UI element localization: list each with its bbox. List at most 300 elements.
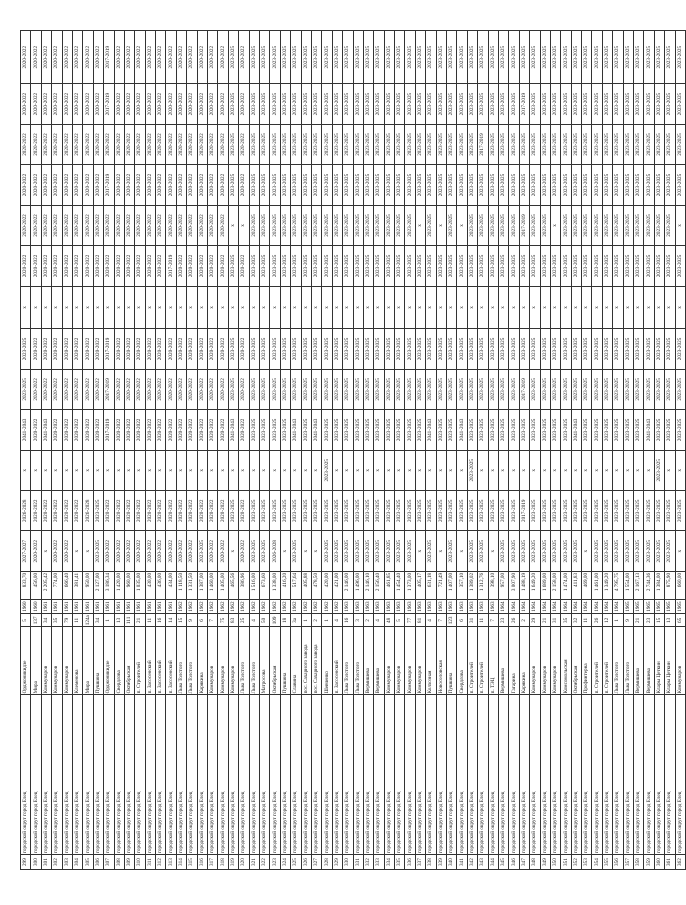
repair-period-cell: 2023-2025 (301, 31, 311, 84)
house-number-cell: 7 (436, 614, 446, 627)
repair-period-cell: 2020-2022 (239, 531, 249, 571)
repair-period-cell: 2020-2022 (187, 124, 197, 164)
house-number-cell: 9 (187, 614, 197, 627)
build-year-cell: 1961 (114, 599, 124, 614)
table-row (550, 31, 560, 870)
street-cell: Коммунаров (208, 627, 218, 695)
repair-period-cell: x (509, 450, 519, 490)
repair-period-cell: 2020-2022 (218, 491, 228, 531)
repair-period-cell: 2017-2019 (104, 31, 114, 84)
repair-period-cell: 2023-2025 (374, 329, 384, 369)
repair-period-cell: x (93, 286, 103, 329)
repair-period-cell: x (291, 450, 301, 490)
municipality-cell: городской округ город Елец (291, 695, 301, 855)
repair-period-cell: 2023-2025 (654, 531, 664, 571)
area-cell: 2 205,42 (41, 571, 51, 599)
repair-period-cell: x (187, 450, 197, 490)
repair-period-cell: 2023-2025 (571, 329, 581, 369)
repair-period-cell: 2020-2022 (21, 246, 31, 286)
street-cell: Вермишева (634, 627, 644, 695)
house-number-cell: 65 (675, 614, 685, 627)
house-number-cell: 137 (31, 614, 41, 627)
repair-period-cell: 2020-2022 (72, 124, 82, 164)
house-number-cell: 3 (353, 614, 363, 627)
repair-period-cell: 2023-2025 (592, 84, 602, 124)
row-number: 315 (187, 855, 197, 870)
repair-period-cell: x (104, 286, 114, 329)
table-row (582, 31, 592, 870)
repair-period-cell: 2023-2025 (488, 205, 498, 245)
repair-period-cell: 2023-2025 (93, 491, 103, 531)
municipality-cell: городской округ город Елец (384, 695, 394, 855)
repair-period-cell: 2023-2025 (415, 410, 425, 450)
repair-period-cell: 2020-2022 (62, 491, 72, 531)
table-row (353, 31, 363, 870)
house-number-cell: 6 (457, 614, 467, 627)
repair-period-cell: 2020-2022 (208, 205, 218, 245)
repair-period-cell: 2023-2025 (675, 491, 685, 531)
row-number: 335 (395, 855, 405, 870)
repair-period-cell: x (405, 450, 415, 490)
repair-period-cell: 2023-2025 (311, 124, 321, 164)
repair-period-cell: x (363, 450, 373, 490)
repair-period-cell: 2023-2025 (363, 369, 373, 409)
repair-period-cell: 2023-2025 (509, 165, 519, 205)
area-cell: 3 007,90 (509, 571, 519, 599)
repair-period-cell: 2023-2025 (93, 531, 103, 571)
repair-period-cell: 2020-2022 (135, 246, 145, 286)
repair-period-cell: 2023-2025 (540, 84, 550, 124)
repair-period-cell: 2020-2022 (124, 410, 134, 450)
repair-period-cell: 2020-2022 (239, 329, 249, 369)
row-number: 336 (405, 855, 415, 870)
repair-period-cell: x (197, 450, 207, 490)
area-cell: 2 127,00 (93, 571, 103, 599)
street-cell: Профинтерна (582, 627, 592, 695)
repair-period-cell: 2023-2025 (478, 369, 488, 409)
repair-period-cell: x (447, 286, 457, 329)
repair-period-cell: 2023-2025 (291, 246, 301, 286)
repair-period-cell: x (582, 450, 592, 490)
row-number: 347 (519, 855, 529, 870)
repair-period-cell: 2023-2025 (675, 124, 685, 164)
repair-period-cell: 2023-2025 (665, 531, 675, 571)
repair-period-cell: x (135, 450, 145, 490)
row-number: 349 (540, 855, 550, 870)
repair-period-cell: 2023-2025 (498, 124, 508, 164)
repair-period-cell: 2023-2025 (623, 531, 633, 571)
repair-period-cell: 2023-2025 (644, 246, 654, 286)
repair-period-cell: x (623, 286, 633, 329)
repair-period-cell: 2020-2022 (166, 491, 176, 531)
house-number-cell: 35 (561, 614, 571, 627)
repair-period-cell: 2023-2025 (259, 124, 269, 164)
repair-period-cell: 2020-2022 (72, 369, 82, 409)
repair-period-cell: 2023-2025 (654, 246, 664, 286)
repair-period-cell: 2020-2022 (31, 124, 41, 164)
repair-period-cell: 2020-2022 (31, 329, 41, 369)
repair-period-cell: 2017-2019 (519, 205, 529, 245)
repair-period-cell: 2023-2025 (280, 31, 290, 84)
repair-period-cell: 2020-2022 (145, 329, 155, 369)
repair-period-cell: 2020-2022 (31, 165, 41, 205)
repair-period-cell: 2020-2022 (124, 165, 134, 205)
municipality-cell: городской округ город Елец (623, 695, 633, 855)
repair-period-cell: 2020-2022 (52, 165, 62, 205)
repair-period-cell: 2020-2022 (31, 246, 41, 286)
repair-period-cell: x (436, 450, 446, 490)
repair-period-cell: x (156, 286, 166, 329)
row-number: 313 (166, 855, 176, 870)
repair-period-cell: 2023-2025 (436, 124, 446, 164)
build-year-cell: 1965 (665, 599, 675, 614)
repair-period-cell: 2023-2025 (498, 246, 508, 286)
build-year-cell: 1964 (550, 599, 560, 614)
repair-period-cell: 2023-2025 (311, 246, 321, 286)
repair-period-cell: 2023-2025 (363, 31, 373, 84)
street-cell: Свердлова (114, 627, 124, 695)
house-number-cell: 31 (550, 614, 560, 627)
repair-period-cell: 2023-2025 (654, 31, 664, 84)
repair-period-cell: 2020-2022 (83, 369, 93, 409)
area-cell: 421,00 (332, 571, 342, 599)
repair-period-cell: 2023-2025 (291, 491, 301, 531)
repair-period-cell: x (675, 531, 685, 571)
street-cell: Клары Цеткин (665, 627, 675, 695)
table-row (426, 31, 436, 870)
house-number-cell: 79 (62, 614, 72, 627)
house-number-cell: 11 (72, 614, 82, 627)
build-year-cell: 1962 (228, 599, 238, 614)
repair-period-cell: 2023-2025 (478, 165, 488, 205)
municipality-cell: городской округ город Елец (634, 695, 644, 855)
municipality-cell: городской округ город Елец (114, 695, 124, 855)
repair-period-cell: 2023-2025 (259, 205, 269, 245)
repair-period-cell: 2023-2025 (602, 329, 612, 369)
repair-period-cell: 2023-2025 (311, 165, 321, 205)
repair-period-cell: 2023-2025 (571, 205, 581, 245)
row-number: 316 (197, 855, 207, 870)
municipality-cell: городской округ город Елец (426, 695, 436, 855)
repair-period-cell: 2020-2022 (135, 205, 145, 245)
repair-period-cell: 2023-2025 (343, 246, 353, 286)
municipality-cell: городской округ город Елец (509, 695, 519, 855)
table-row (31, 31, 41, 870)
area-cell: 381,41 (72, 571, 82, 599)
repair-period-cell: x (384, 286, 394, 329)
repair-period-cell: 2020-2022 (145, 369, 155, 409)
build-year-cell: 1962 (270, 599, 280, 614)
house-number-cell: 18 (280, 614, 290, 627)
repair-period-cell: 2020-2022 (218, 246, 228, 286)
repair-period-cell: 2041-2043 (291, 410, 301, 450)
build-year-cell: 1965 (623, 599, 633, 614)
street-cell: пос. Сахарного завода (301, 627, 311, 695)
repair-period-cell: 2023-2025 (561, 410, 571, 450)
repair-period-cell: 2017-2019 (166, 246, 176, 286)
repair-period-cell: x (488, 531, 498, 571)
repair-period-cell: 2041-2043 (571, 410, 581, 450)
repair-period-cell: 2023-2025 (21, 329, 31, 369)
build-year-cell: 1963 (457, 599, 467, 614)
house-number-cell: 21 (540, 614, 550, 627)
repair-period-cell: x (228, 205, 238, 245)
table-row (530, 31, 540, 870)
repair-period-cell: 2017-2019 (519, 369, 529, 409)
repair-period-cell: 2023-2025 (540, 329, 550, 369)
house-number-cell: 48 (384, 614, 394, 627)
area-cell: 398,10 (488, 571, 498, 599)
row-number: 341 (457, 855, 467, 870)
street-cell: Пушкина (280, 627, 290, 695)
repair-period-cell: 2023-2025 (675, 410, 685, 450)
repair-period-cell: 2020-2022 (114, 329, 124, 369)
repair-period-cell: 2020-2022 (208, 369, 218, 409)
repair-period-cell: 2023-2025 (447, 410, 457, 450)
repair-period-cell: 2023-2025 (602, 205, 612, 245)
repair-period-cell: 2026-2028 (83, 491, 93, 531)
repair-period-cell: 2023-2025 (498, 410, 508, 450)
repair-period-cell: 2023-2025 (561, 246, 571, 286)
repair-period-cell: 2023-2025 (550, 84, 560, 124)
repair-period-cell: x (509, 286, 519, 329)
repair-period-cell: 2023-2025 (301, 491, 311, 531)
repair-period-cell: 2023-2025 (488, 124, 498, 164)
repair-period-cell: 2020-2022 (31, 531, 41, 571)
area-cell: 434,00 (166, 571, 176, 599)
repair-period-cell: x (208, 450, 218, 490)
repair-period-cell: x (665, 286, 675, 329)
repair-period-cell: 2020-2022 (93, 329, 103, 369)
repair-period-cell: x (415, 286, 425, 329)
repair-period-cell: 2023-2025 (571, 165, 581, 205)
municipality-cell: городской округ город Елец (280, 695, 290, 855)
repair-period-cell: 2023-2025 (550, 369, 560, 409)
repair-period-cell: 2023-2025 (280, 246, 290, 286)
repair-period-cell: 2023-2025 (405, 531, 415, 571)
house-number-cell: 21 (135, 614, 145, 627)
repair-period-cell: 2023-2025 (478, 531, 488, 571)
repair-period-cell: 2020-2022 (52, 329, 62, 369)
table-row (571, 31, 581, 870)
repair-period-cell: 2020-2022 (72, 246, 82, 286)
repair-period-cell: 2023-2025 (332, 84, 342, 124)
repair-period-cell: 2020-2022 (218, 329, 228, 369)
row-number: 332 (363, 855, 373, 870)
repair-period-cell: 2023-2025 (384, 329, 394, 369)
repair-period-cell: 2023-2025 (509, 491, 519, 531)
build-year-cell: 1960 (31, 599, 41, 614)
repair-period-cell: 2023-2025 (582, 491, 592, 531)
repair-period-cell: 2020-2022 (41, 165, 51, 205)
repair-period-cell: 2023-2025 (582, 84, 592, 124)
repair-period-cell: 2020-2022 (124, 329, 134, 369)
repair-period-cell: 2023-2025 (301, 205, 311, 245)
table-row (488, 31, 498, 870)
repair-period-cell: 2020-2022 (176, 246, 186, 286)
repair-period-cell: 2023-2025 (259, 84, 269, 124)
repair-period-cell: 2023-2025 (623, 410, 633, 450)
house-number-cell: 26 (592, 614, 602, 627)
area-cell: 957,00 (498, 571, 508, 599)
area-cell: 875,90 (665, 571, 675, 599)
house-number-cell: 11 (145, 614, 155, 627)
municipality-cell: городской округ город Елец (72, 695, 82, 855)
repair-period-cell: x (208, 286, 218, 329)
house-number-cell: 13 (665, 614, 675, 627)
build-year-cell: 1964 (582, 599, 592, 614)
repair-period-cell: 2023-2025 (654, 165, 664, 205)
house-number-cell: 75 (218, 614, 228, 627)
repair-period-cell: 2023-2025 (665, 369, 675, 409)
municipality-cell: городской округ город Елец (582, 695, 592, 855)
row-number: 342 (467, 855, 477, 870)
repair-period-cell: 2023-2025 (634, 84, 644, 124)
row-number: 362 (675, 855, 685, 870)
repair-period-cell: 2023-2025 (644, 491, 654, 531)
repair-period-cell: 2023-2025 (530, 205, 540, 245)
repair-period-cell: 2023-2025 (343, 124, 353, 164)
repair-period-cell: 2023-2025 (530, 84, 540, 124)
table-row (654, 31, 664, 870)
repair-period-cell: 2017-2019 (104, 165, 114, 205)
build-year-cell: 1962 (249, 599, 259, 614)
repair-period-cell: 2020-2022 (208, 410, 218, 450)
repair-period-cell: 2023-2025 (270, 205, 280, 245)
repair-period-cell: 2023-2025 (280, 205, 290, 245)
repair-period-cell: 2023-2025 (249, 124, 259, 164)
repair-period-cell: x (634, 286, 644, 329)
street-cell: п. Строителей (478, 627, 488, 695)
repair-period-cell: 2023-2025 (343, 491, 353, 531)
repair-period-cell: 2020-2022 (62, 165, 72, 205)
build-year-cell: 1963 (384, 599, 394, 614)
repair-period-cell: 2023-2025 (602, 246, 612, 286)
build-year-cell: 1963 (488, 599, 498, 614)
repair-period-cell: x (592, 286, 602, 329)
repair-period-cell: 2023-2025 (613, 491, 623, 531)
table-row (374, 31, 384, 870)
repair-period-cell: 2023-2025 (592, 531, 602, 571)
repair-period-cell: x (31, 450, 41, 490)
repair-period-cell: 2023-2025 (353, 124, 363, 164)
area-cell: 2 158,00 (550, 571, 560, 599)
repair-period-cell: 2023-2025 (353, 329, 363, 369)
repair-period-cell: 2023-2025 (249, 165, 259, 205)
repair-period-cell: 2023-2025 (530, 124, 540, 164)
repair-period-cell: 2023-2025 (561, 31, 571, 84)
repair-period-cell: 2023-2025 (623, 84, 633, 124)
repair-period-cell: 2041-2043 (644, 410, 654, 450)
repair-period-cell: 2020-2022 (239, 31, 249, 84)
street-cell: Колхозная (426, 627, 436, 695)
repair-period-cell: 2023-2025 (550, 491, 560, 531)
repair-period-cell: 2023-2025 (291, 531, 301, 571)
repair-period-cell: 2023-2025 (249, 369, 259, 409)
repair-period-cell: 2023-2025 (498, 84, 508, 124)
area-cell: 2 146,10 (363, 571, 373, 599)
repair-period-cell: 2020-2022 (218, 31, 228, 84)
repair-period-cell: 2023-2025 (623, 329, 633, 369)
repair-period-cell: 2023-2025 (405, 491, 415, 531)
repair-period-cell: 2023-2025 (395, 246, 405, 286)
repair-period-cell: 2023-2025 (623, 369, 633, 409)
build-year-cell: 1963 (415, 599, 425, 614)
repair-period-cell: 2023-2025 (374, 124, 384, 164)
municipality-cell: городской округ город Елец (602, 695, 612, 855)
repair-period-cell: 2023-2025 (644, 369, 654, 409)
municipality-cell: городской округ город Елец (488, 695, 498, 855)
repair-period-cell: 2023-2025 (332, 246, 342, 286)
repair-period-cell: 2020-2022 (197, 31, 207, 84)
area-cell: 1 689,00 (540, 571, 550, 599)
repair-period-cell: 2023-2025 (311, 369, 321, 409)
row-number: 354 (592, 855, 602, 870)
build-year-cell: 1961 (62, 599, 72, 614)
repair-period-cell: x (436, 286, 446, 329)
repair-period-cell: 2023-2025 (592, 205, 602, 245)
table-row (561, 31, 571, 870)
street-cell: Орджоникидзе (21, 627, 31, 695)
repair-period-cell: 2023-2025 (395, 124, 405, 164)
repair-period-cell: 2023-2025 (384, 205, 394, 245)
repair-period-cell: 2023-2025 (311, 205, 321, 245)
municipality-cell: городской округ город Елец (540, 695, 550, 855)
repair-period-cell: 2020-2022 (156, 84, 166, 124)
repair-period-cell: 2020-2022 (72, 410, 82, 450)
repair-period-cell: 2023-2025 (644, 165, 654, 205)
repair-period-cell: 2023-2025 (363, 84, 373, 124)
area-cell: 721,49 (436, 571, 446, 599)
municipality-cell: городской округ город Елец (311, 695, 321, 855)
repair-period-cell: 2023-2025 (498, 329, 508, 369)
row-number: 319 (228, 855, 238, 870)
repair-period-cell: 2020-2022 (135, 124, 145, 164)
repair-period-cell: 2023-2025 (540, 369, 550, 409)
repair-period-cell: 2023-2025 (405, 369, 415, 409)
area-cell: 774,00 (52, 571, 62, 599)
repair-period-cell: 2023-2025 (249, 491, 259, 531)
repair-period-cell: 2023-2025 (509, 369, 519, 409)
house-number-cell: 21 (634, 614, 644, 627)
row-number: 301 (41, 855, 51, 870)
row-number: 360 (654, 855, 664, 870)
repair-period-cell: 2023-2025 (519, 410, 529, 450)
repair-period-cell: x (31, 286, 41, 329)
repair-period-cell: 2020-2022 (145, 246, 155, 286)
repair-period-cell: 2020-2022 (187, 246, 197, 286)
repair-period-cell: 2023-2025 (249, 84, 259, 124)
build-year-cell: 1962 (208, 599, 218, 614)
table-row (249, 31, 259, 870)
area-cell: 416,20 (280, 571, 290, 599)
house-number-cell: 7 (208, 614, 218, 627)
repair-period-cell: 2023-2025 (644, 329, 654, 369)
house-number-cell: 2 (311, 614, 321, 627)
repair-period-cell: 2023-2025 (654, 329, 664, 369)
street-cell: Коммунаров (218, 627, 228, 695)
build-year-cell: 1961 (124, 599, 134, 614)
row-number: 305 (83, 855, 93, 870)
repair-period-cell: 2023-2025 (665, 205, 675, 245)
repair-period-cell: x (571, 450, 581, 490)
repair-period-cell: x (176, 450, 186, 490)
street-cell: Пушкина (93, 627, 103, 695)
repair-period-cell: 2023-2025 (488, 410, 498, 450)
municipality-cell: городской округ город Елец (415, 695, 425, 855)
repair-period-cell: x (72, 286, 82, 329)
repair-period-cell: 2023-2025 (498, 531, 508, 571)
